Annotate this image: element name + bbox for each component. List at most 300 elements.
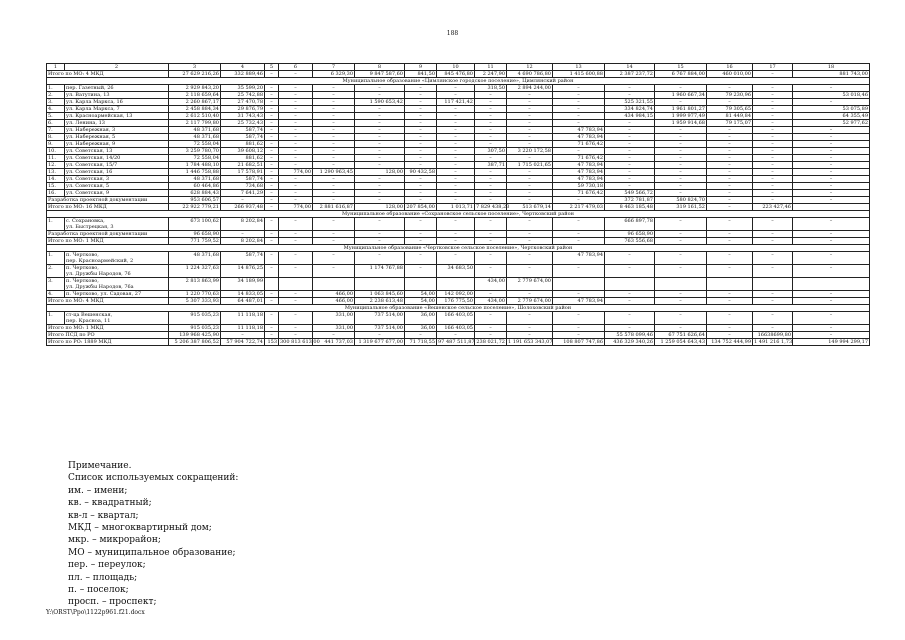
table-cell: –: [265, 312, 279, 325]
table-cell: 8 202,84: [221, 238, 265, 245]
table-cell: пер. Газетный, 26: [65, 85, 169, 92]
table-cell: –: [753, 252, 793, 265]
table-cell: –: [313, 120, 355, 127]
table-cell: 238 021,72: [476, 339, 505, 345]
table-cell: 319 161,52: [655, 204, 707, 211]
table-cell: –: [553, 218, 605, 231]
table-cell: 466,00: [313, 291, 355, 298]
table-cell: –: [279, 71, 313, 78]
table-row: [47, 291, 870, 298]
table-cell: –: [793, 127, 870, 134]
table-cell: ул. Карла Маркса, 7: [65, 106, 169, 113]
table-cell: –: [793, 99, 870, 106]
table-cell: 142 092,00: [437, 291, 475, 298]
table-cell: 14 833,05: [221, 291, 265, 298]
note-line: мкр. – микрорайон;: [68, 535, 161, 546]
table-cell: 4.: [47, 291, 65, 298]
table-cell: 2 260 867,17: [169, 99, 221, 106]
table-cell: 1 590 653,42: [355, 99, 405, 106]
table-cell: –: [279, 238, 313, 245]
table-cell: 5 206 387 806,52: [169, 339, 221, 346]
table-cell: –: [753, 106, 793, 113]
table-cell: [313, 278, 355, 291]
table-cell: –: [605, 127, 655, 134]
table-cell: [605, 278, 655, 291]
table-cell: 9 847 587,60: [355, 71, 405, 78]
table-cell: –: [313, 231, 355, 238]
table-cell: 1 319 677 677,00: [355, 339, 405, 346]
table-cell: –: [313, 183, 355, 190]
note-line: пл. – площадь;: [68, 572, 138, 583]
table-cell: –: [265, 85, 279, 92]
table-cell: –: [655, 99, 707, 106]
table-row: [47, 252, 870, 265]
table-cell: ул. Советская, 9: [65, 190, 169, 197]
table-cell: 59 730,18: [553, 183, 605, 190]
table-cell: –: [655, 148, 707, 155]
table-cell: [437, 278, 475, 291]
table-cell: –: [707, 127, 753, 134]
table-row: [47, 148, 870, 155]
table-cell: 57 904 722,74: [221, 339, 265, 346]
table-cell: –: [437, 231, 475, 238]
table-cell: 1.: [47, 252, 65, 265]
table-cell: –: [405, 134, 437, 141]
table-row: [47, 190, 870, 197]
table-cell: 7.: [47, 127, 65, 134]
table-cell: –: [707, 325, 753, 332]
table-cell: –: [265, 252, 279, 265]
table-cell: –: [605, 141, 655, 148]
table-cell: –: [605, 312, 655, 325]
table-cell: –: [221, 197, 265, 204]
table-cell: –: [553, 106, 605, 113]
table-cell: Итого по МО: 1 МКД: [47, 238, 169, 245]
table-cell: –: [707, 190, 753, 197]
table-cell: 2 813 863,99: [169, 278, 221, 291]
table-cell: –: [507, 99, 553, 106]
table-cell: –: [553, 120, 605, 127]
table-cell: –: [313, 141, 355, 148]
table-cell: –: [605, 298, 655, 305]
table-cell: п. Чертково, ул. Садовая, 27: [65, 291, 169, 298]
table-cell: –: [221, 332, 265, 339]
table-row: [47, 120, 870, 127]
table-cell: –: [279, 291, 313, 298]
table-cell: 549 566,72: [605, 190, 655, 197]
table-cell: 915 035,23: [169, 325, 221, 332]
table-cell: 5: [265, 64, 279, 71]
table-cell: 13.: [47, 169, 65, 176]
table-cell: 223 427,46: [753, 204, 793, 211]
table-cell: –: [355, 120, 405, 127]
table-cell: ул. Советская, 15/7: [65, 162, 169, 169]
table-cell: 434,00: [475, 298, 507, 305]
table-cell: 737 514,00: [355, 312, 405, 325]
notes-block: [68, 460, 238, 609]
table-cell: 31 743,43: [221, 113, 265, 120]
table-cell: –: [355, 106, 405, 113]
total-row: [47, 71, 870, 78]
table-cell: –: [475, 183, 507, 190]
table-cell: 1 013,71: [437, 204, 475, 211]
table-cell: –: [265, 218, 279, 231]
table-cell: –: [313, 218, 355, 231]
table-cell: 2 217 479,03: [553, 204, 605, 211]
table-cell: –: [405, 265, 437, 278]
table-cell: 29 876,79: [221, 106, 265, 113]
table-cell: –: [437, 134, 475, 141]
table-cell: [279, 278, 313, 291]
file-path: Y:\ORST\Ppo\1122p961.f21.docx: [46, 609, 145, 616]
table-cell: 2 612 510,40: [169, 113, 221, 120]
table-cell: 134 752 444,99: [707, 339, 753, 346]
table-cell: –: [405, 127, 437, 134]
table-cell: 4.: [47, 106, 65, 113]
table-cell: 15.: [47, 183, 65, 190]
table-cell: 1 174 767,88: [355, 265, 405, 278]
table-row: [47, 169, 870, 176]
table-cell: п. Чертково, пер. Красноармейский, 2: [65, 252, 169, 265]
table-cell: –: [405, 238, 437, 245]
table-cell: –: [753, 148, 793, 155]
table-cell: 1.: [47, 218, 65, 231]
table-cell: –: [753, 325, 793, 332]
table-cell: –: [475, 218, 507, 231]
table-cell: 466,00: [313, 298, 355, 305]
total-row: [47, 298, 870, 305]
table-cell: 17: [753, 64, 793, 71]
table-cell: –: [279, 92, 313, 99]
table-cell: –: [313, 113, 355, 120]
table-cell: 52 977,62: [793, 120, 870, 127]
table-cell: 53 075,89: [793, 106, 870, 113]
table-cell: 6 767 884,00: [655, 71, 707, 78]
table-cell: –: [313, 332, 355, 339]
table-cell: [793, 278, 870, 291]
table-cell: –: [605, 183, 655, 190]
table-cell: –: [753, 120, 793, 127]
table-cell: п. Чертково, ул. Дружбы Народов, 76а: [65, 278, 169, 291]
table-cell: –: [507, 120, 553, 127]
table-cell: 48 371,68: [169, 127, 221, 134]
table-cell: –: [265, 238, 279, 245]
table-cell: –: [553, 113, 605, 120]
table-cell: –: [793, 291, 870, 298]
table-cell: –: [475, 231, 507, 238]
table-cell: ул. Советская, 5: [65, 183, 169, 190]
table-cell: 3.: [47, 99, 65, 106]
table-cell: 8: [355, 64, 405, 71]
table-cell: 460 010,00: [707, 71, 753, 78]
table-cell: 3: [169, 64, 221, 71]
table-cell: –: [793, 183, 870, 190]
table-cell: –: [355, 252, 405, 265]
table-cell: 841,50: [405, 71, 437, 78]
table-cell: 64 487,01: [221, 298, 265, 305]
table-cell: –: [475, 197, 507, 204]
table-cell: 16.: [47, 190, 65, 197]
table-cell: –: [279, 176, 313, 183]
table-cell: –: [265, 141, 279, 148]
table-cell: –: [355, 218, 405, 231]
table-cell: –: [707, 134, 753, 141]
total-row: [47, 332, 870, 339]
table-cell: 36,00: [405, 312, 437, 325]
table-cell: –: [507, 218, 553, 231]
table-cell: –: [707, 148, 753, 155]
table-cell: –: [355, 127, 405, 134]
table-cell: 53 018,46: [793, 92, 870, 99]
table-cell: 81 449,84: [707, 113, 753, 120]
table-cell: ул. Карла Маркса, 16: [65, 99, 169, 106]
table-cell: –: [475, 325, 507, 332]
design-docs-row: [47, 231, 870, 238]
table-cell: –: [793, 85, 870, 92]
table-cell: 1 224 327,63: [169, 265, 221, 278]
table-cell: –: [265, 332, 279, 339]
table-cell: 54,00: [405, 291, 437, 298]
table-cell: Итого по МО: 4 МКД: [47, 71, 169, 78]
table-cell: –: [655, 325, 707, 332]
table-cell: 774,00: [279, 204, 313, 211]
table-cell: [355, 278, 405, 291]
table-cell: –: [437, 169, 475, 176]
table-cell: 55 578 099,46: [605, 332, 655, 339]
table-cell: 1 961 801,27: [655, 106, 707, 113]
table-cell: –: [753, 312, 793, 325]
section-title-row: [47, 305, 870, 312]
table-cell: Муниципальное образование «Вешенское сельское поселение», Шолоховский район: [47, 305, 870, 312]
table-cell: –: [507, 183, 553, 190]
table-cell: –: [655, 162, 707, 169]
table-cell: 881 743,00: [793, 71, 870, 78]
table-cell: –: [707, 99, 753, 106]
table-cell: ул. Советская, 14/20: [65, 155, 169, 162]
table-cell: 22 922 779,21: [169, 204, 221, 211]
table-cell: 47 783,94: [553, 134, 605, 141]
table-cell: –: [753, 218, 793, 231]
table-cell: –: [437, 183, 475, 190]
table-cell: 953 606,57: [169, 197, 221, 204]
table-cell: –: [279, 127, 313, 134]
table-cell: –: [507, 312, 553, 325]
table-header-row: [47, 64, 870, 71]
table-cell: –: [313, 176, 355, 183]
table-cell: –: [753, 176, 793, 183]
table-cell: –: [655, 127, 707, 134]
table-cell: Итого по МО: 16 МКД: [47, 204, 169, 211]
table-cell: 3 259 780,70: [169, 148, 221, 155]
table-cell: ул. Набережная, 5: [65, 134, 169, 141]
table-cell: –: [279, 231, 313, 238]
table-cell: 6 329,30: [313, 71, 355, 78]
table-cell: 3 220 172,58: [507, 148, 553, 155]
table-cell: –: [313, 134, 355, 141]
table-cell: –: [313, 106, 355, 113]
table-cell: [707, 278, 753, 291]
table-cell: ул. Набережная, 3: [65, 127, 169, 134]
total-row: [47, 325, 870, 332]
note-line: пер. – переулок;: [68, 560, 146, 571]
table-cell: –: [605, 120, 655, 127]
table-cell: –: [437, 332, 475, 339]
table-cell: 8.: [47, 134, 65, 141]
table-cell: 71 676,42: [553, 190, 605, 197]
table-cell: 513 679,14: [507, 204, 553, 211]
table-cell: –: [475, 92, 507, 99]
table-cell: –: [279, 134, 313, 141]
table-cell: 10.: [47, 148, 65, 155]
table-cell: –: [507, 169, 553, 176]
table-cell: –: [279, 99, 313, 106]
table-cell: –: [507, 291, 553, 298]
table-cell: –: [655, 265, 707, 278]
table-cell: –: [753, 231, 793, 238]
table-cell: –: [265, 155, 279, 162]
table-cell: –: [279, 85, 313, 92]
table-cell: 331,00: [313, 312, 355, 325]
table-cell: –: [279, 218, 313, 231]
table-cell: –: [507, 190, 553, 197]
table-cell: 15: [655, 64, 707, 71]
table-cell: 307,50: [475, 148, 507, 155]
table-cell: 666 897,78: [605, 218, 655, 231]
table-cell: 2 779 674,00: [507, 298, 553, 305]
table-cell: –: [753, 169, 793, 176]
table-cell: –: [405, 197, 437, 204]
table-cell: –: [313, 265, 355, 278]
table-cell: –: [707, 231, 753, 238]
table-cell: 4 690 786,80: [507, 71, 553, 78]
table-cell: 48 371,68: [169, 252, 221, 265]
table-cell: –: [405, 176, 437, 183]
table-cell: –: [793, 218, 870, 231]
table-cell: –: [793, 162, 870, 169]
table-row: [47, 92, 870, 99]
table-cell: –: [475, 332, 507, 339]
table-cell: с. Сохрановка, ул. Быстрецкая, 3: [65, 218, 169, 231]
table-cell: –: [605, 148, 655, 155]
table-cell: –: [793, 265, 870, 278]
table-cell: 1.: [47, 312, 65, 325]
table-cell: 881,62: [221, 155, 265, 162]
note-line: им. – имени;: [68, 485, 128, 496]
table-cell: –: [605, 252, 655, 265]
table-cell: –: [279, 155, 313, 162]
table-cell: –: [313, 148, 355, 155]
table-cell: 47 783,94: [553, 298, 605, 305]
table-cell: Итого ПСД по РО: [47, 332, 169, 339]
table-cell: 332 889,46: [221, 71, 265, 78]
table-cell: 673 100,62: [169, 218, 221, 231]
table-cell: –: [605, 169, 655, 176]
table-cell: 71 676,42: [553, 155, 605, 162]
table-cell: –: [475, 291, 507, 298]
table-cell: –: [313, 85, 355, 92]
table-cell: 25 732,43: [221, 120, 265, 127]
table-cell: 96 658,90: [605, 231, 655, 238]
table-cell: –: [405, 113, 437, 120]
table-cell: 47 783,94: [553, 127, 605, 134]
table-cell: –: [707, 298, 753, 305]
table-cell: 1 415 600,88: [553, 71, 605, 78]
table-cell: Муниципальное образование «Сохрановское сельское поселение», Чертковский район: [47, 211, 870, 218]
table-cell: –: [553, 265, 605, 278]
table-cell: ст-ца Вешенская, пер. Красноа, 11: [65, 312, 169, 325]
table-cell: –: [355, 190, 405, 197]
table-cell: 1: [47, 64, 65, 71]
table-cell: 149 994 299,17: [793, 339, 870, 346]
table-cell: –: [753, 291, 793, 298]
table-cell: –: [553, 312, 605, 325]
table-cell: [553, 278, 605, 291]
table-cell: 1 290 963,45: [313, 169, 355, 176]
table-cell: 587,74: [221, 176, 265, 183]
table-cell: 207 854,00: [406, 204, 435, 210]
table-cell: –: [507, 231, 553, 238]
table-cell: 47 783,94: [553, 169, 605, 176]
table-cell: –: [405, 92, 437, 99]
table-cell: –: [793, 231, 870, 238]
table-cell: 13: [553, 64, 605, 71]
table-cell: –: [655, 183, 707, 190]
table-cell: 7 829 438,23: [476, 204, 510, 210]
table-cell: –: [405, 162, 437, 169]
table-cell: –: [265, 291, 279, 298]
table-cell: –: [475, 106, 507, 113]
table-cell: –: [707, 218, 753, 231]
table-cell: –: [707, 162, 753, 169]
table-cell: 21 682,51: [221, 162, 265, 169]
table-cell: 734,68: [221, 183, 265, 190]
note-line: кв. – квадратный;: [68, 498, 152, 509]
table-cell: 434,00: [475, 278, 507, 291]
table-cell: –: [655, 85, 707, 92]
table-cell: –: [605, 265, 655, 278]
table-cell: –: [753, 183, 793, 190]
table-cell: 12: [507, 64, 553, 71]
table-cell: –: [507, 325, 553, 332]
table-cell: –: [655, 190, 707, 197]
table-cell: –: [265, 265, 279, 278]
table-cell: –: [753, 162, 793, 169]
table-row: [47, 183, 870, 190]
table-cell: –: [437, 218, 475, 231]
table-cell: –: [605, 176, 655, 183]
table-cell: –: [553, 325, 605, 332]
table-cell: –: [753, 71, 793, 78]
table-cell: 1 063 845,60: [355, 291, 405, 298]
table-cell: –: [753, 134, 793, 141]
table-cell: 331,00: [313, 325, 355, 332]
table-cell: 79 175,07: [707, 120, 753, 127]
table-cell: 2 238 613,48: [355, 298, 405, 305]
table-cell: –: [655, 231, 707, 238]
table-cell: 96 658,90: [169, 231, 221, 238]
design-docs-row: [47, 197, 870, 204]
table-cell: 1 999 977,49: [655, 113, 707, 120]
table-cell: 139 968 425,90: [169, 332, 221, 339]
table-cell: –: [707, 265, 753, 278]
table-cell: 7: [313, 64, 355, 71]
table-cell: 166 403,05: [437, 325, 475, 332]
table-cell: –: [793, 134, 870, 141]
table-cell: –: [265, 127, 279, 134]
table-cell: ул. Красноармейская, 13: [65, 113, 169, 120]
table-row: [47, 85, 870, 92]
table-cell: 580 824,70: [655, 197, 707, 204]
